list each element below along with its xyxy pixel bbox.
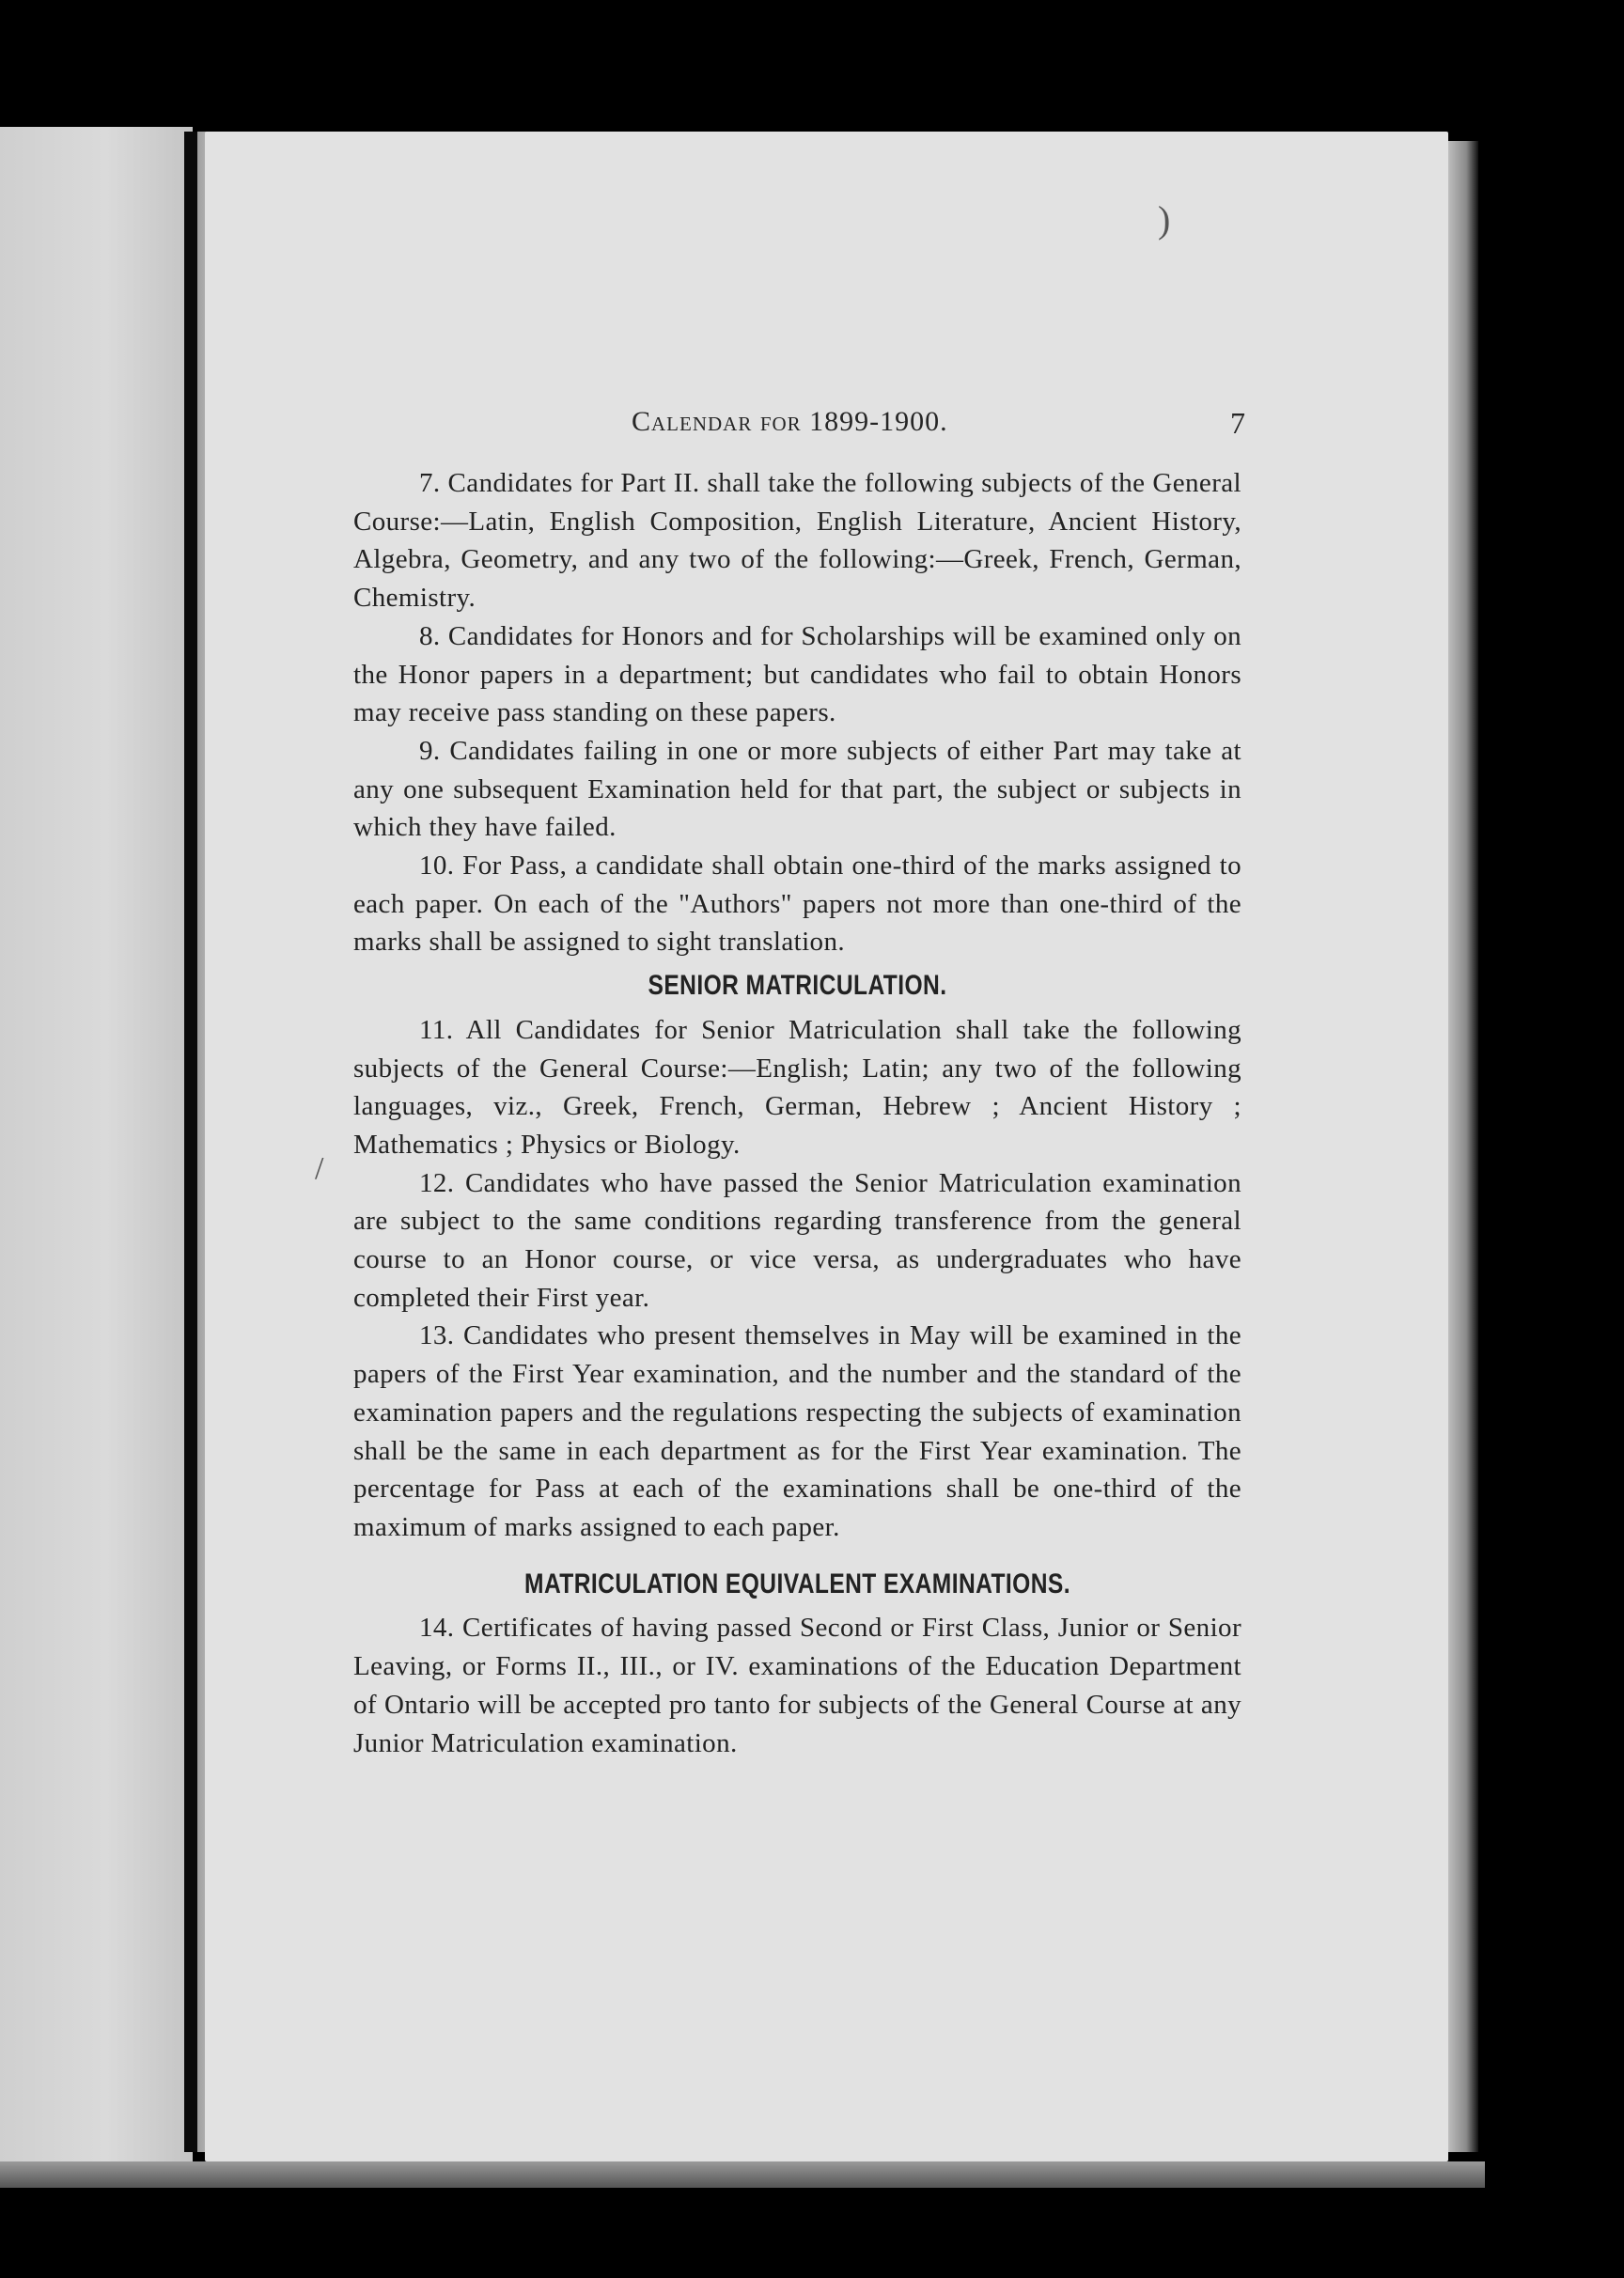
paragraph-8: 8. Candidates for Honors and for Scholarships will be examined only on the Honor papers in a department; but candidates who fail to obtain Honors may receive pass standing on these papers. <box>353 620 1241 728</box>
margin-pencil-mark: ) <box>1158 198 1171 241</box>
paragraph-7: 7. Candidates for Part II. shall take the following subjects of the General Course:—Latin, English Composition, English Literature, Ancient History, Algebra, Geometry, and any two of the following:—Greek, French, German, Chemistry. <box>353 468 1241 614</box>
paragraph-11: 11. All Candidates for Senior Matriculation shall take the following subjects of the General Course:—English; Latin; any two of the following languages, viz., Greek, French, German, Hebrew ; Ancient History ; Mathematics ; Physics or Biology. <box>353 1014 1241 1160</box>
paragraph-10: 10. For Pass, a candidate shall obtain one-third of the marks assigned to each paper. On each of the "Authors" papers not more than one-third of the marks shall be assigned to sight translation. <box>353 850 1241 958</box>
matriculation-equivalent-heading: MATRICULATION EQUIVALENT EXAMINATIONS. <box>524 1568 1070 1599</box>
running-header <box>357 406 1245 444</box>
paragraph-12: 12. Candidates who have passed the Senior Matriculation examination are subject to the same conditions regarding transference from the general course to an Honor course, or vice versa, as undergraduates who have completed their First year. <box>353 1167 1241 1313</box>
paragraph-9: 9. Candidates failing in one or more subjects of either Part may take at any one subsequent Examination held for that part, the subject or subjects in which they have failed. <box>353 735 1241 843</box>
left-page-edge <box>0 127 193 2166</box>
bottom-edge <box>0 2161 1485 2188</box>
page-number: 7 <box>1230 406 1245 440</box>
senior-matriculation-heading: SENIOR MATRICULATION. <box>648 970 947 1002</box>
paragraph-14: 14. Certificates of having passed Second or First Class, Junior or Senior Leaving, or Forms II., III., or IV. examinations of the Education Department of Ontario will be accepted pro tanto for subjects of the General Course at any Junior Matriculation examination. <box>353 1613 1241 1758</box>
running-title: Calendar for 1899-1900. <box>632 406 948 437</box>
margin-pencil-mark-2: / <box>315 1151 324 1186</box>
book-gutter <box>184 132 197 2152</box>
page-edge-shadow <box>1448 141 1478 2152</box>
paragraph-13: 13. Candidates who present themselves in May will be examined in the papers of the First Year examination, and the number and the standard of the examination papers and the regulations respecting the subjects of examination shall be the same in each department as for the First Year examination. The percentage for Pass at each of the examinations shall be one-third of the maximum of marks assigned to each paper. <box>353 1320 1241 1542</box>
body-text <box>353 464 1241 1762</box>
